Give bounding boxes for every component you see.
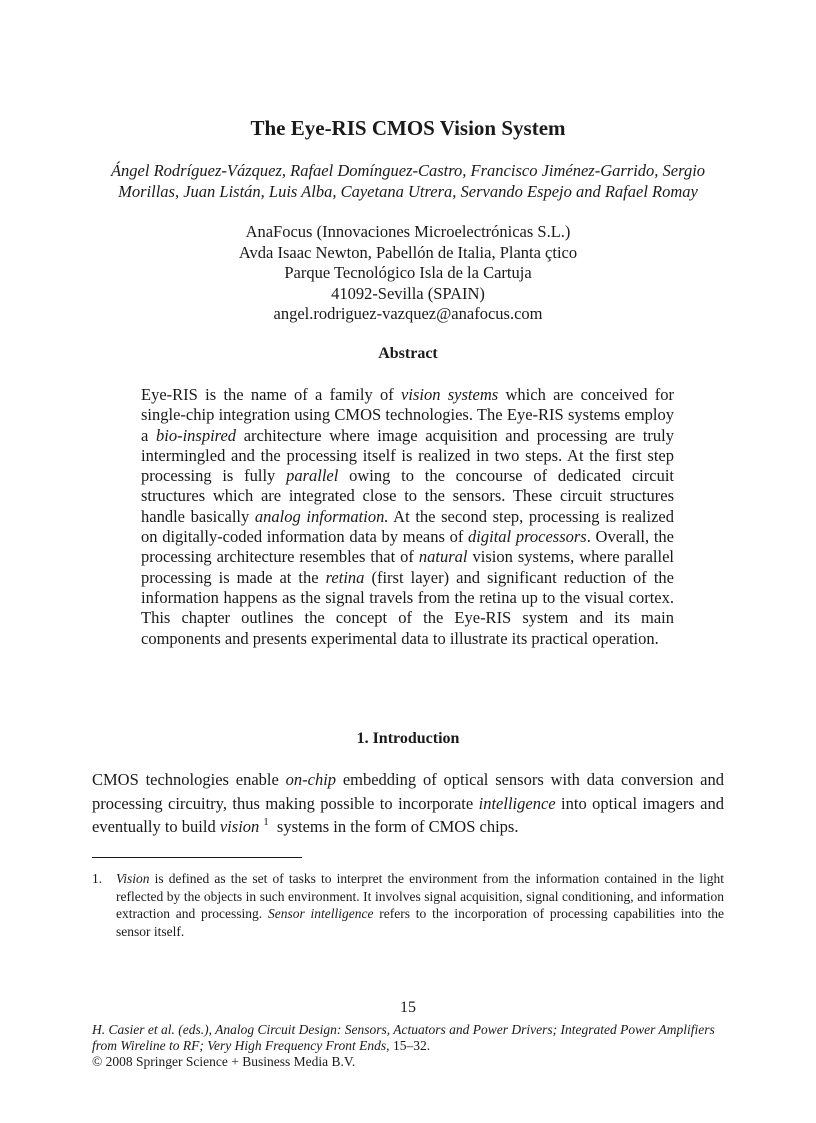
abstract-emphasis: vision systems: [401, 385, 499, 404]
footnote-separator: [92, 857, 302, 858]
abstract-emphasis: bio-inspired: [156, 425, 237, 445]
abstract-body: Eye-RIS is the name of a family of vision systems which are conceived for single-chip integration using CMOS technologies. The Eye-RIS systems employ a bio-inspired architecture where image acquisition and processing are truly intermingled and the processing itself is realized in two steps. At the first step processing is fully parallel owing to the concourse of dedicated circuit structures which are integrated close to the sensors. These circuit structures handle basically analog information. At the second step, processing is realized on digitally-coded information data by means of digital processors. Overall, the processing architecture resembles that of natural vision systems, where parallel processing is made at the retina (first layer) and significant reduction of the information happens as the signal travels from the retina up to the visual cortex. This chapter outlines the concept of the Eye-RIS system and its main components and presents experimental data to illustrate its practical operation.: [141, 385, 675, 648]
abstract-emphasis: retina: [325, 567, 365, 587]
copyright-notice: © 2008 Springer Science + Business Media B.V.: [92, 1054, 356, 1069]
affiliation-street: Avda Isaac Newton, Pabellón de Italia, Planta çtico: [238, 242, 578, 262]
paper-title: The Eye-RIS CMOS Vision System: [250, 116, 566, 140]
footnote: 1. Vision is defined as the set of tasks to interpret the environment from the information contained in the light reflected by the objects in such environment. It involves signal acquisition, signal conditioning, and information extraction and processing. Sensor intelligence refers to the incorporation of processing capabilities into the sensor itself.: [92, 871, 724, 939]
page-number: 15: [400, 999, 416, 1016]
affiliation-city: 41092-Sevilla (SPAIN): [331, 283, 485, 303]
affiliation-park: Parque Tecnológico Isla de la Cartuja: [284, 263, 532, 282]
abstract-emphasis: natural: [418, 547, 468, 567]
footnote-reference: 1: [263, 816, 269, 828]
abstract-emphasis: analog information.: [254, 506, 389, 526]
abstract-emphasis: digital processors: [468, 527, 587, 547]
introduction-paragraph: CMOS technologies enable on-chip embedding of optical sensors with data conversion and processing circuitry, thus making possible to incorporate intelligence into optical imagers and eventually to build vision $^1$ systems in the form of CMOS chips.: [92, 770, 725, 836]
affiliation-org: AnaFocus (Innovaciones Microelectrónicas S.L.): [245, 222, 571, 241]
abstract-emphasis: parallel: [286, 466, 339, 486]
book-citation: H. Casier et al. (eds.), Analog Circuit Design: Sensors, Actuators and Power Drivers; Integrated Power Amplifiers from Wireline to RF; Very High Frequency Front Ends, 15–32.: [92, 1022, 715, 1053]
affiliation-block: [0, 222, 816, 325]
author-list: Ángel Rodríguez-Vázquez, Rafael Domínguez-Castro, Francisco Jiménez-Garrido, Sergio Morillas, Juan Listán, Luis Alba, Cayetana Utrera, Servando Espejo and Rafael Romay: [110, 161, 706, 201]
abstract-heading: Abstract: [378, 345, 438, 362]
section-heading-introduction: 1. Introduction: [356, 730, 460, 747]
author-email: angel.rodriguez-vazquez@anafocus.com: [273, 304, 543, 323]
footnote-number: 1.: [92, 871, 103, 886]
